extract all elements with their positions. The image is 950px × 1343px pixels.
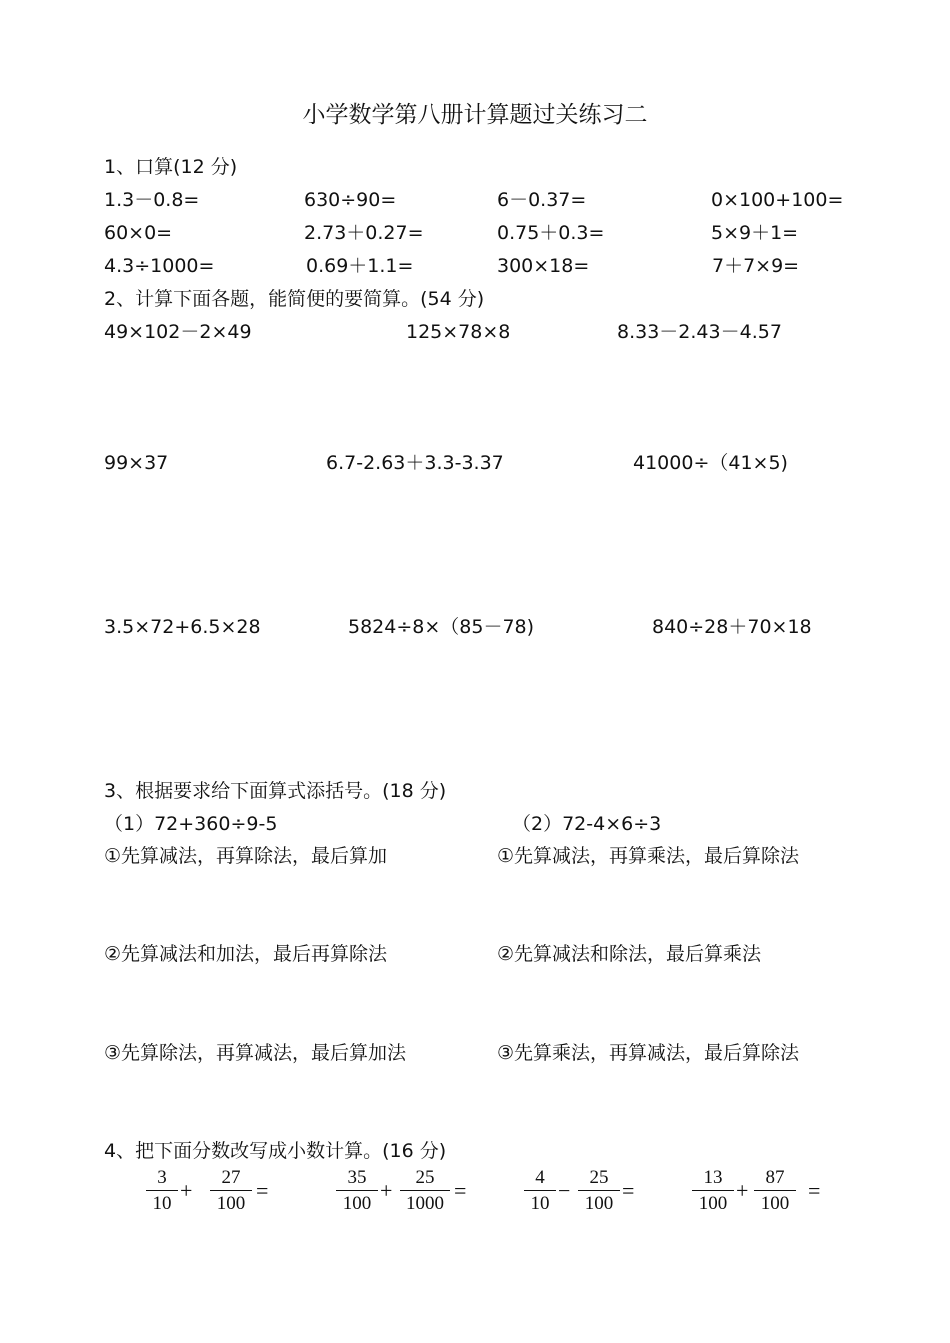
bracket-expression: （1）72+360÷9-5 bbox=[104, 813, 278, 835]
oral-problem: 5×9＋1= bbox=[711, 222, 799, 244]
denominator: 10 bbox=[152, 1193, 172, 1214]
equals-sign: = bbox=[454, 1178, 467, 1203]
fraction bbox=[210, 1166, 252, 1217]
bracket-requirement: ②先算减法和加法，最后再算除法 bbox=[104, 943, 388, 965]
calc-problem: 41000÷（41×5) bbox=[633, 452, 788, 474]
equals-sign: = bbox=[256, 1178, 269, 1203]
numerator: 35 bbox=[347, 1167, 367, 1188]
bracket-requirement: ①先算减法，再算乘法，最后算除法 bbox=[497, 845, 800, 867]
operator: + bbox=[380, 1178, 393, 1203]
calc-problem: 49×102－2×49 bbox=[104, 321, 252, 343]
oral-problem: 300×18= bbox=[497, 255, 590, 277]
numerator: 87 bbox=[765, 1167, 785, 1188]
calc-problem: 3.5×72+6.5×28 bbox=[104, 616, 261, 638]
denominator: 100 bbox=[760, 1193, 790, 1214]
calc-problem: 840÷28＋70×18 bbox=[652, 616, 812, 638]
denominator: 100 bbox=[584, 1193, 614, 1214]
section-1-heading: 1、口算(12 分) bbox=[104, 156, 238, 178]
fraction bbox=[400, 1166, 450, 1217]
oral-problem: 0.75＋0.3= bbox=[497, 222, 605, 244]
operator: − bbox=[558, 1178, 571, 1203]
section-3-heading: 3、根据要求给下面算式添括号。(18 分) bbox=[104, 780, 447, 802]
page-title: 小学数学第八册计算题过关练习二 bbox=[302, 102, 648, 128]
oral-problem: 60×0= bbox=[104, 222, 173, 244]
denominator: 100 bbox=[342, 1193, 372, 1214]
numerator: 13 bbox=[703, 1167, 723, 1188]
denominator: 100 bbox=[216, 1193, 246, 1214]
fraction bbox=[578, 1166, 620, 1217]
bracket-expression: （2）72-4×6÷3 bbox=[512, 813, 662, 835]
oral-problem: 4.3÷1000= bbox=[104, 255, 215, 277]
calc-problem: 5824÷8×（85－78) bbox=[348, 616, 535, 638]
fraction bbox=[146, 1166, 178, 1217]
calc-problem: 8.33－2.43－4.57 bbox=[617, 321, 782, 343]
oral-problem: 7＋7×9= bbox=[712, 255, 800, 277]
oral-problem: 0×100+100= bbox=[711, 189, 844, 211]
fraction bbox=[524, 1166, 556, 1217]
calc-problem: 6.7-2.63＋3.3-3.37 bbox=[326, 452, 504, 474]
oral-problem: 6－0.37= bbox=[497, 189, 587, 211]
denominator: 1000 bbox=[406, 1193, 444, 1214]
denominator: 100 bbox=[698, 1193, 728, 1214]
fraction bbox=[692, 1166, 734, 1217]
section-4-heading: 4、把下面分数改写成小数计算。(16 分) bbox=[104, 1140, 447, 1162]
bracket-requirement: ③先算乘法，再算减法，最后算除法 bbox=[497, 1042, 800, 1064]
calc-problem: 125×78×8 bbox=[406, 321, 511, 343]
operator: + bbox=[736, 1178, 749, 1203]
bracket-requirement: ②先算减法和除法，最后算乘法 bbox=[497, 943, 762, 965]
fraction bbox=[336, 1166, 378, 1217]
oral-problem: 0.69＋1.1= bbox=[306, 255, 414, 277]
oral-problem: 630÷90= bbox=[304, 189, 397, 211]
equals-sign: = bbox=[622, 1178, 635, 1203]
numerator: 4 bbox=[535, 1167, 545, 1188]
section-2-heading: 2、计算下面各题，能简便的要简算。(54 分) bbox=[104, 288, 485, 310]
bracket-requirement: ①先算减法，再算除法，最后算加 bbox=[104, 845, 388, 867]
bracket-requirement: ③先算除法，再算减法，最后算加法 bbox=[104, 1042, 407, 1064]
numerator: 25 bbox=[415, 1167, 435, 1188]
oral-problem: 2.73＋0.27= bbox=[304, 222, 424, 244]
oral-problem: 1.3－0.8= bbox=[104, 189, 200, 211]
numerator: 3 bbox=[157, 1167, 167, 1188]
operator: + bbox=[180, 1178, 193, 1203]
denominator: 10 bbox=[530, 1193, 550, 1214]
fraction bbox=[754, 1166, 796, 1217]
numerator: 27 bbox=[221, 1167, 241, 1188]
calc-problem: 99×37 bbox=[104, 452, 169, 474]
equals-sign: = bbox=[808, 1178, 821, 1203]
numerator: 25 bbox=[589, 1167, 609, 1188]
